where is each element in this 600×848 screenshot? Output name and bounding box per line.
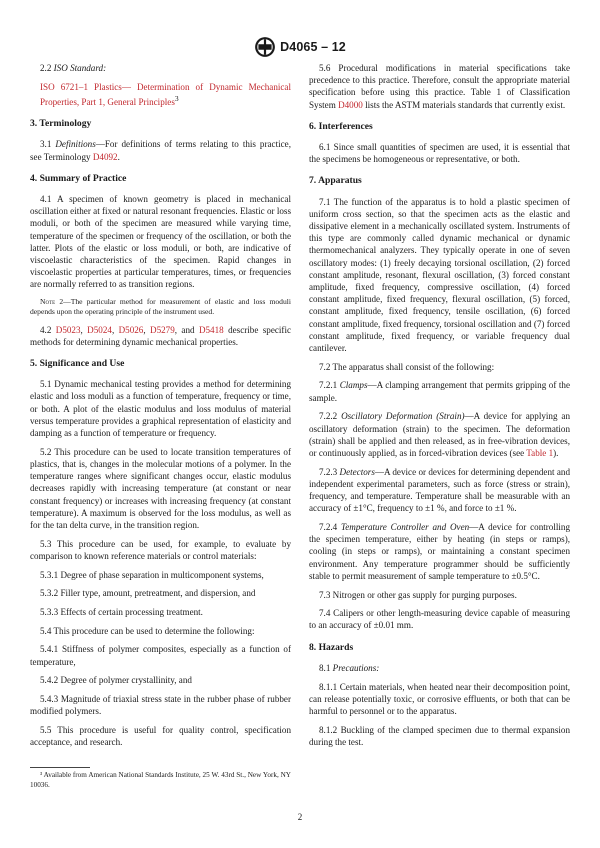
paragraph-7-2: 7.2 The apparatus shall consist of the following:	[319, 361, 495, 372]
page-number: 2	[297, 812, 303, 822]
paragraph-5-4: 5.4 This procedure can be used to determine the following:	[40, 625, 255, 636]
paragraph-4-1: 4.1 A specimen of known geometry is placed in mechanical oscillation either at fixed or natural resonant frequencies. Elastic or loss moduli, or both of the specimen are measured while varying time, temperature of the specimen or frequency of the oscillation, or both the latter. Plots of the elastic or loss moduli, or both, are indicative of viscoelastic characteristics of the specimen. Rapid changes in viscoelastic properties at particular temperatures, times, or frequencies are normally referred to as transition regions.	[30, 193, 291, 290]
heading-significance-and-use: 5. Significance and Use	[30, 357, 125, 369]
iso-6721-reference: ISO 6721–1 Plastics— Determination of Dynamic Mechanical Properties, Part 1, General Principles$^3$	[40, 81, 291, 107]
heading-interferences: 6. Interferences	[309, 120, 373, 132]
document-code: D4065 – 12	[280, 40, 346, 54]
left-column	[30, 62, 291, 755]
paragraph-8-1-2: 8.1.2 Buckling of the clamped specimen due to thermal expansion during the test.	[309, 724, 570, 747]
table-1-link[interactable]: Table 1	[526, 447, 554, 458]
paragraph-7-2-4: 7.2.4 Temperature Controller and Oven—A device for controlling the specimen temperature, either by heating (in steps or ramps), cooling (in steps or ramps), or maintaining a constant specimen environment. Any temperature programmer should be sufficiently stable to permit measurement of sample temperature to ±0.5°C.	[309, 522, 571, 581]
paragraph-6-1: 6.1 Since small quantities of specimen are used, it is essential that the specimens be homogeneous or representative, or both.	[309, 142, 570, 165]
paragraph-5-2: 5.2 This procedure can be used to locate transition temperatures of plastics, that is, changes in the molecular motions of a polymer. In the temperature ranges where significant changes occur, elastic modulus decreases rapidly with increasing temperature (at constant or near constant frequency) or increases with increasing frequency (at constant temperature). A maximum is observed for the loss modulus, as well as for the tan delta curve, in the transition region.	[30, 446, 291, 530]
paragraph-7-4: 7.4 Calipers or other length-measuring device capable of measuring to an accuracy of ±0.01 mm.	[309, 608, 570, 631]
heading-hazards: 8. Hazards	[309, 641, 354, 653]
iso-6721-link[interactable]: ISO 6721–1 Plastics— Determination of Dynamic Mechanical Properties, Part 1, General Principles	[40, 81, 291, 107]
d5023-link[interactable]: D5023	[55, 324, 81, 335]
paragraph-3-1: 3.1 Definitions—For definitions of terms relating to this practice, see Terminology D4092.	[30, 139, 291, 162]
paragraph-7-1: 7.1 The function of the apparatus is to hold a plastic specimen of uniform cross section, so that the specimen acts as the elastic and dissipative element in a mechanically oscillated system. Instruments of this type are commonly called dynamic mechanical or dynamic thermomechanical analyzers. They typically operate in one of seven oscillatory modes: (1) freely decaying torsional oscillation, (2) forced constant amplitude, resonant, flexural oscillation, (3) forced constant amplitude, fixed frequency, compressive oscillation, (4) forced constant amplitude, fixed frequency, flexural oscillation, (5) forced, constant amplitude, fixed frequency, tensile oscillation, (6) forced constant amplitude, fixed frequency, torsional oscillation and (7) forced constant amplitude, fixed frequency, or variable frequency dual cantilever.	[309, 196, 570, 354]
paragraph-5-6: 5.6 Procedural modifications in material specifications take precedence to this practice. Therefore, consult the appropriate material specification before using this practice. Table 1 of Classification System D4000 lists the ASTM materials standards that currently exist.	[309, 63, 570, 110]
right-column	[309, 62, 570, 755]
d5279-link[interactable]: D5279	[150, 324, 175, 335]
heading-apparatus: 7. Apparatus	[309, 175, 362, 187]
paragraph-7-2-2: 7.2.2 Oscillatory Deformation (Strain)—A device for applying an oscillatory deformation (strain) to the specimen. The deformation (strain) shall be applied and then released, as in free-vibration devices, or continuously applied, as in forced-vibration devices (see Table 1).	[309, 411, 570, 458]
d4000-link[interactable]: D4000	[338, 99, 363, 110]
paragraph-8-1: 8.1 Precautions:	[319, 662, 380, 673]
paragraph-8-1-1: 8.1.1 Certain materials, when heated near their decomposition point, can release potentially toxic, or corrosive effluents, or both that can be harmful to personnel or to the apparatus.	[309, 681, 570, 716]
footnote-3: ³ Available from American National Standards Institute, 25 W. 43rd St., New York, NY 10036.	[30, 771, 291, 789]
paragraph-5-1: 5.1 Dynamic mechanical testing provides a method for determining elastic and loss moduli as a function of temperature, frequency or time, or both. A plot of the elastic modulus and loss modulus of material versus temperature provides a graphical representation of elasticity and damping as a function of temperature or frequency.	[30, 379, 291, 438]
page-header	[0, 36, 600, 58]
section-2-2: 2.2 ISO Standard:	[40, 63, 107, 73]
paragraph-5-3-2: 5.3.2 Filler type, amount, pretreatment, and dispersion, and	[40, 588, 256, 599]
iso-standard-heading: ISO Standard:	[53, 63, 107, 73]
paragraph-4-2: 4.2 D5023, D5024, D5026, D5279, and D5418 describe specific methods for determining dynamic mechanical properties.	[30, 324, 292, 347]
paragraph-5-4-3: 5.4.3 Magnitude of triaxial stress state in the rubber phase of rubber modified polymers.	[30, 693, 291, 717]
paragraph-7-2-1: 7.2.1 Clamps—A clamping arrangement that permits gripping of the sample.	[309, 380, 570, 403]
astm-logo-icon	[254, 36, 276, 58]
d5024-link[interactable]: D5024	[87, 324, 112, 335]
d5026-link[interactable]: D5026	[118, 324, 144, 335]
paragraph-5-3-3: 5.3.3 Effects of certain processing treatment.	[40, 606, 203, 617]
paragraph-7-2-3: 7.2.3 Detectors—A device or devices for determining dependent and independent experimental parameters, such as force (stress or strain), frequency, and temperature. Temperature shall be measurable with an accuracy of ±1°C, frequency to ±1 %, and force to ±1 %.	[309, 466, 570, 514]
paragraph-5-5: 5.5 This procedure is useful for quality control, specification acceptance, and research.	[30, 724, 291, 748]
paragraph-5-3-1: 5.3.1 Degree of phase separation in multicomponent systems,	[40, 569, 264, 580]
footnote-divider	[30, 767, 90, 768]
paragraph-5-3: 5.3 This procedure can be used, for example, to evaluate by comparison to known reference materials or control materials:	[30, 538, 291, 561]
heading-summary-of-practice: 4. Summary of Practice	[30, 172, 127, 184]
d4092-link[interactable]: D4092	[92, 151, 118, 162]
heading-terminology: 3. Terminology	[30, 118, 92, 130]
paragraph-7-3: 7.3 Nitrogen or other gas supply for purging purposes.	[319, 589, 517, 600]
paragraph-5-4-2: 5.4.2 Degree of polymer crystallinity, and	[40, 675, 192, 686]
note-2: Note 2—The particular method for measurement of elastic and loss moduli depends upon the operating principle of the instrument used.	[30, 297, 291, 317]
paragraph-5-4-1: 5.4.1 Stiffness of polymer composites, especially as a function of temperature,	[30, 644, 291, 667]
d5418-link[interactable]: D5418	[198, 324, 224, 335]
